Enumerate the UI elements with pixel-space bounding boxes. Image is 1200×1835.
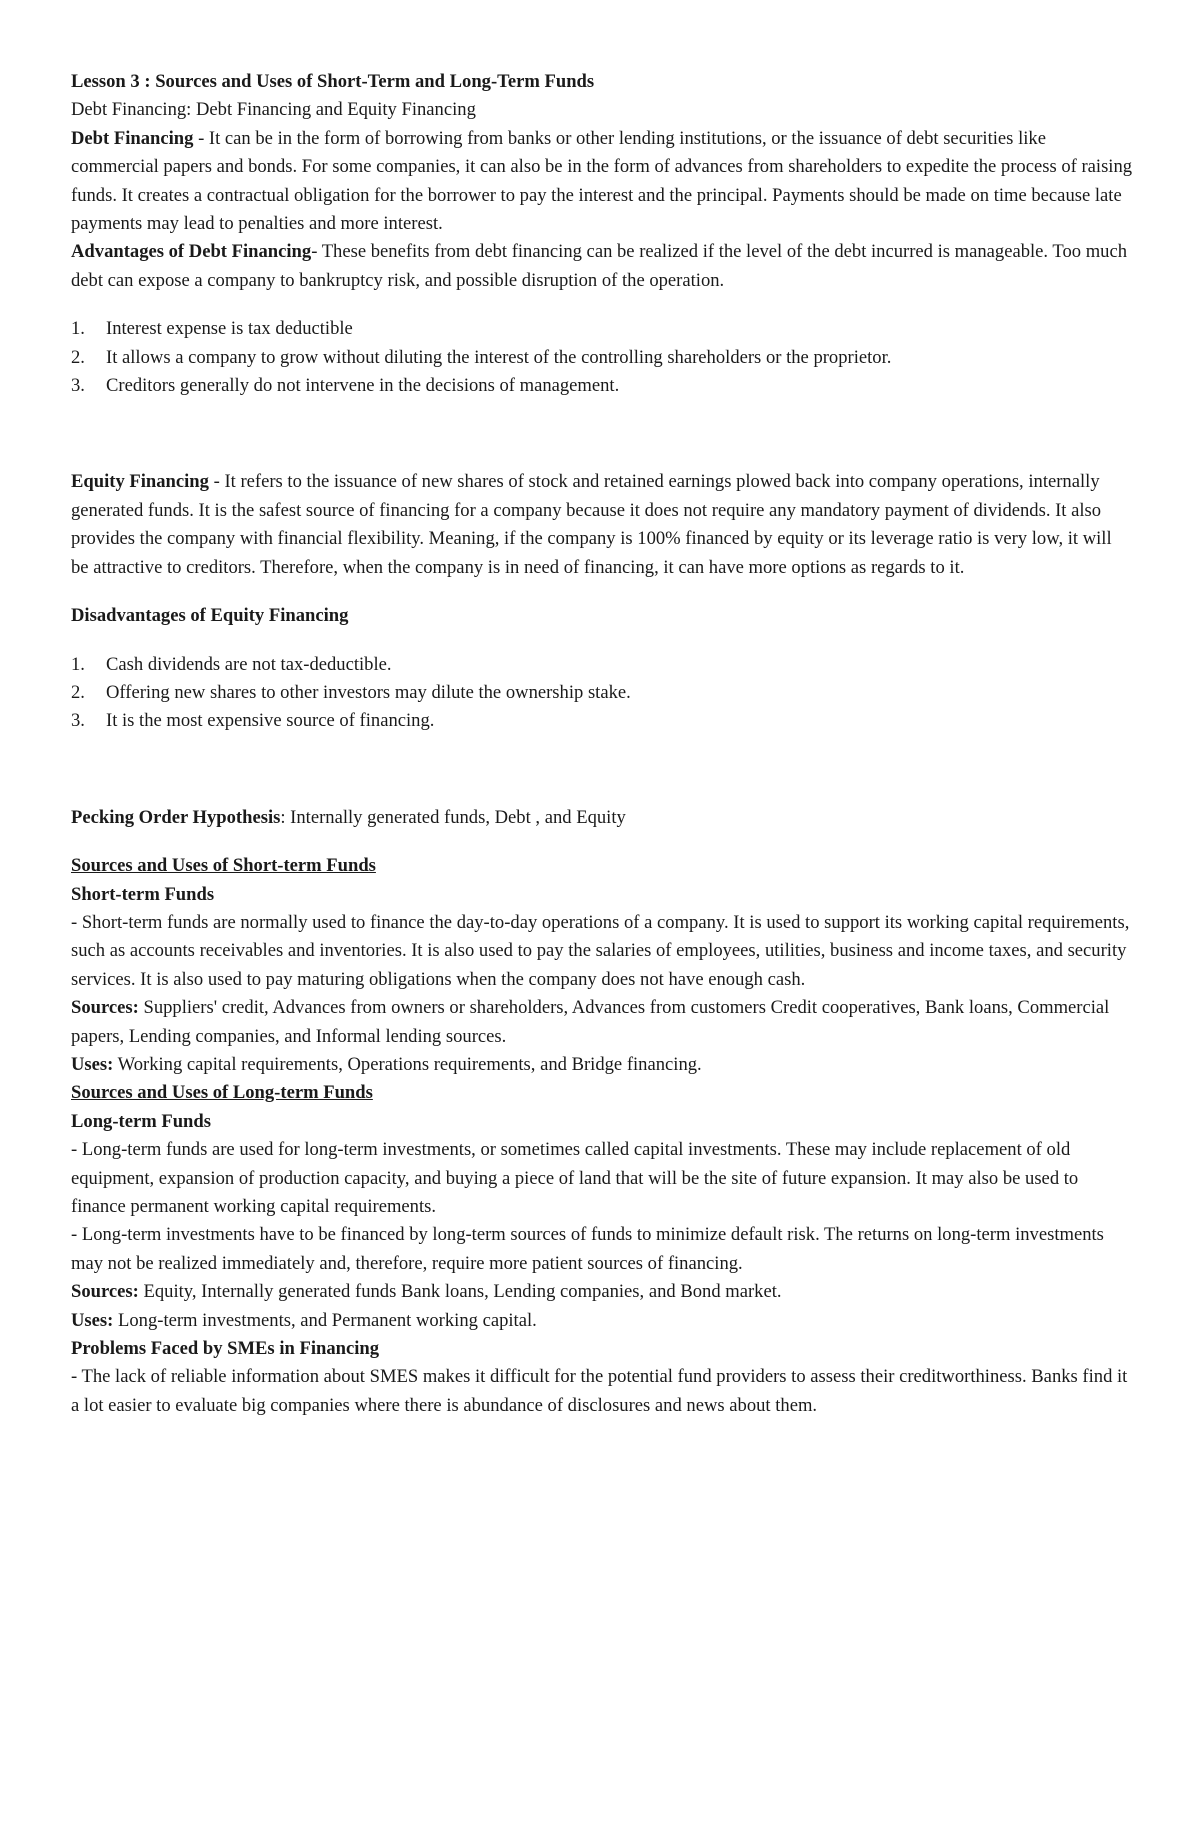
sources-label: Sources:	[71, 997, 139, 1019]
sources-label: Sources:	[71, 1281, 139, 1303]
list-number: 1.	[71, 318, 85, 340]
spacer	[71, 756, 1133, 804]
pecking-order-body: : Internally generated funds, Debt , and Equity	[280, 806, 626, 828]
equity-financing-body: - It refers to the issuance of new shares of stock and retained earnings plowed back into company operations, internally generated funds. It is the safest source of financing for a company because it does not require any mandatory payment of dividends. It also provides the company with financial flexibility. Meaning, if the company is 100% financed by equity or its leverage ratio is very low, it will be attractive to creditors. Therefore, when the company is in need of financing, it can have more options as regards to it.	[71, 471, 1112, 578]
disadvantages-heading-text: Disadvantages of Equity Financing	[71, 605, 349, 627]
long-term-uses	[71, 1307, 1133, 1335]
list-number: 2.	[71, 346, 85, 368]
list-item-text: It is the most expensive source of financing.	[106, 710, 435, 732]
uses-text: Long-term investments, and Permanent working capital.	[113, 1309, 537, 1331]
list-item-text: It allows a company to grow without diluting the interest of the controlling shareholders or the proprietor.	[106, 346, 892, 368]
debt-financing-paragraph	[71, 125, 1133, 239]
long-term-body-2: - Long-term investments have to be financed by long-term sources of funds to minimize default risk. The returns on long-term investments may not be realized immediately and, therefore, require more patient sources of financing.	[71, 1224, 1104, 1274]
list-item	[71, 679, 1133, 707]
advantages-body: - These benefits from debt financing can be realized if the level of the debt incurred is manageable. Too much debt can expose a company to bankruptcy risk, and possible disruption of the operation.	[71, 241, 1128, 291]
long-term-section-title	[71, 1079, 1133, 1107]
advantages-list	[71, 315, 1133, 400]
short-term-section-title-text: Sources and Uses of Short-term Funds	[71, 855, 376, 877]
list-item-text: Offering new shares to other investors may dilute the ownership stake.	[106, 681, 631, 703]
document-page	[71, 68, 1133, 1420]
uses-text: Working capital requirements, Operations requirements, and Bridge financing.	[113, 1053, 702, 1075]
long-term-heading: Long-term Funds	[71, 1110, 211, 1132]
list-number: 3.	[71, 710, 85, 732]
short-term-heading: Short-term Funds	[71, 883, 215, 905]
smes-body: - The lack of reliable information about SMES makes it difficult for the potential fund providers to assess their creditworthiness. Banks find it a lot easier to evaluate big companies where there is abundance of disclosures and news about them.	[71, 1366, 1128, 1416]
uses-label: Uses:	[71, 1309, 114, 1331]
pecking-order-paragraph	[71, 804, 1133, 832]
equity-financing-heading: Equity Financing	[71, 471, 209, 493]
lesson-title: Lesson 3 : Sources and Uses of Short-Term and Long-Term Funds	[71, 71, 595, 92]
disadvantages-heading	[71, 602, 1133, 630]
list-item-text: Creditors generally do not intervene in the decisions of management.	[106, 375, 620, 397]
list-item-text: Cash dividends are not tax-deductible.	[106, 653, 392, 675]
short-term-sources	[71, 994, 1133, 1051]
long-term-section-title-text: Sources and Uses of Long-term Funds	[71, 1082, 373, 1104]
long-term-body-1: - Long-term funds are used for long-term investments, or sometimes called capital investments. These may include replacement of old equipment, expansion of production capacity, and buying a piece of land that will be the site of future expansion. It may also be used to finance permanent working capital requirements.	[71, 1139, 1079, 1217]
list-item-text: Interest expense is tax deductible	[106, 318, 353, 340]
debt-financing-body: - It can be in the form of borrowing from banks or other lending institutions, or the issuance of debt securities like commercial papers and bonds. For some companies, it can also be in the form of advances from shareholders to expedite the process of raising funds. It creates a contractual obligation for the borrower to pay the interest and the principal. Payments should be made on time because late payments may lead to penalties and more interest.	[71, 127, 1133, 235]
long-term-sources	[71, 1278, 1133, 1306]
advantages-paragraph	[71, 238, 1133, 295]
short-term-section-title	[71, 852, 1133, 880]
smes-heading: Problems Faced by SMEs in Financing	[71, 1338, 380, 1360]
short-term-uses	[71, 1051, 1133, 1079]
uses-label: Uses:	[71, 1053, 114, 1075]
list-item	[71, 344, 1133, 372]
list-number: 1.	[71, 653, 85, 675]
disadvantages-list	[71, 651, 1133, 736]
debt-financing-heading: Debt Financing	[71, 127, 194, 149]
pecking-order-heading: Pecking Order Hypothesis	[71, 806, 281, 828]
list-item	[71, 707, 1133, 735]
list-item	[71, 315, 1133, 343]
sources-text: Suppliers' credit, Advances from owners or shareholders, Advances from customers Credit cooperatives, Bank loans, Commercial papers, Lending companies, and Informal lending sources.	[71, 997, 1110, 1047]
spacer	[71, 420, 1133, 468]
list-number: 2.	[71, 681, 85, 703]
lesson-subtitle: Debt Financing: Debt Financing and Equity Financing	[71, 99, 476, 121]
short-term-body: - Short-term funds are normally used to finance the day-to-day operations of a company. It is used to support its working capital requirements, such as accounts receivables and inventories. It is also used to pay the salaries of employees, utilities, business and income taxes, and security services. It is also used to pay maturing obligations when the company does not have enough cash.	[71, 911, 1130, 990]
sources-text: Equity, Internally generated funds Bank loans, Lending companies, and Bond market.	[138, 1281, 782, 1303]
advantages-heading: Advantages of Debt Financing	[71, 241, 312, 263]
list-number: 3.	[71, 375, 85, 397]
list-item	[71, 651, 1133, 679]
list-item	[71, 372, 1133, 400]
equity-financing-paragraph	[71, 468, 1133, 582]
